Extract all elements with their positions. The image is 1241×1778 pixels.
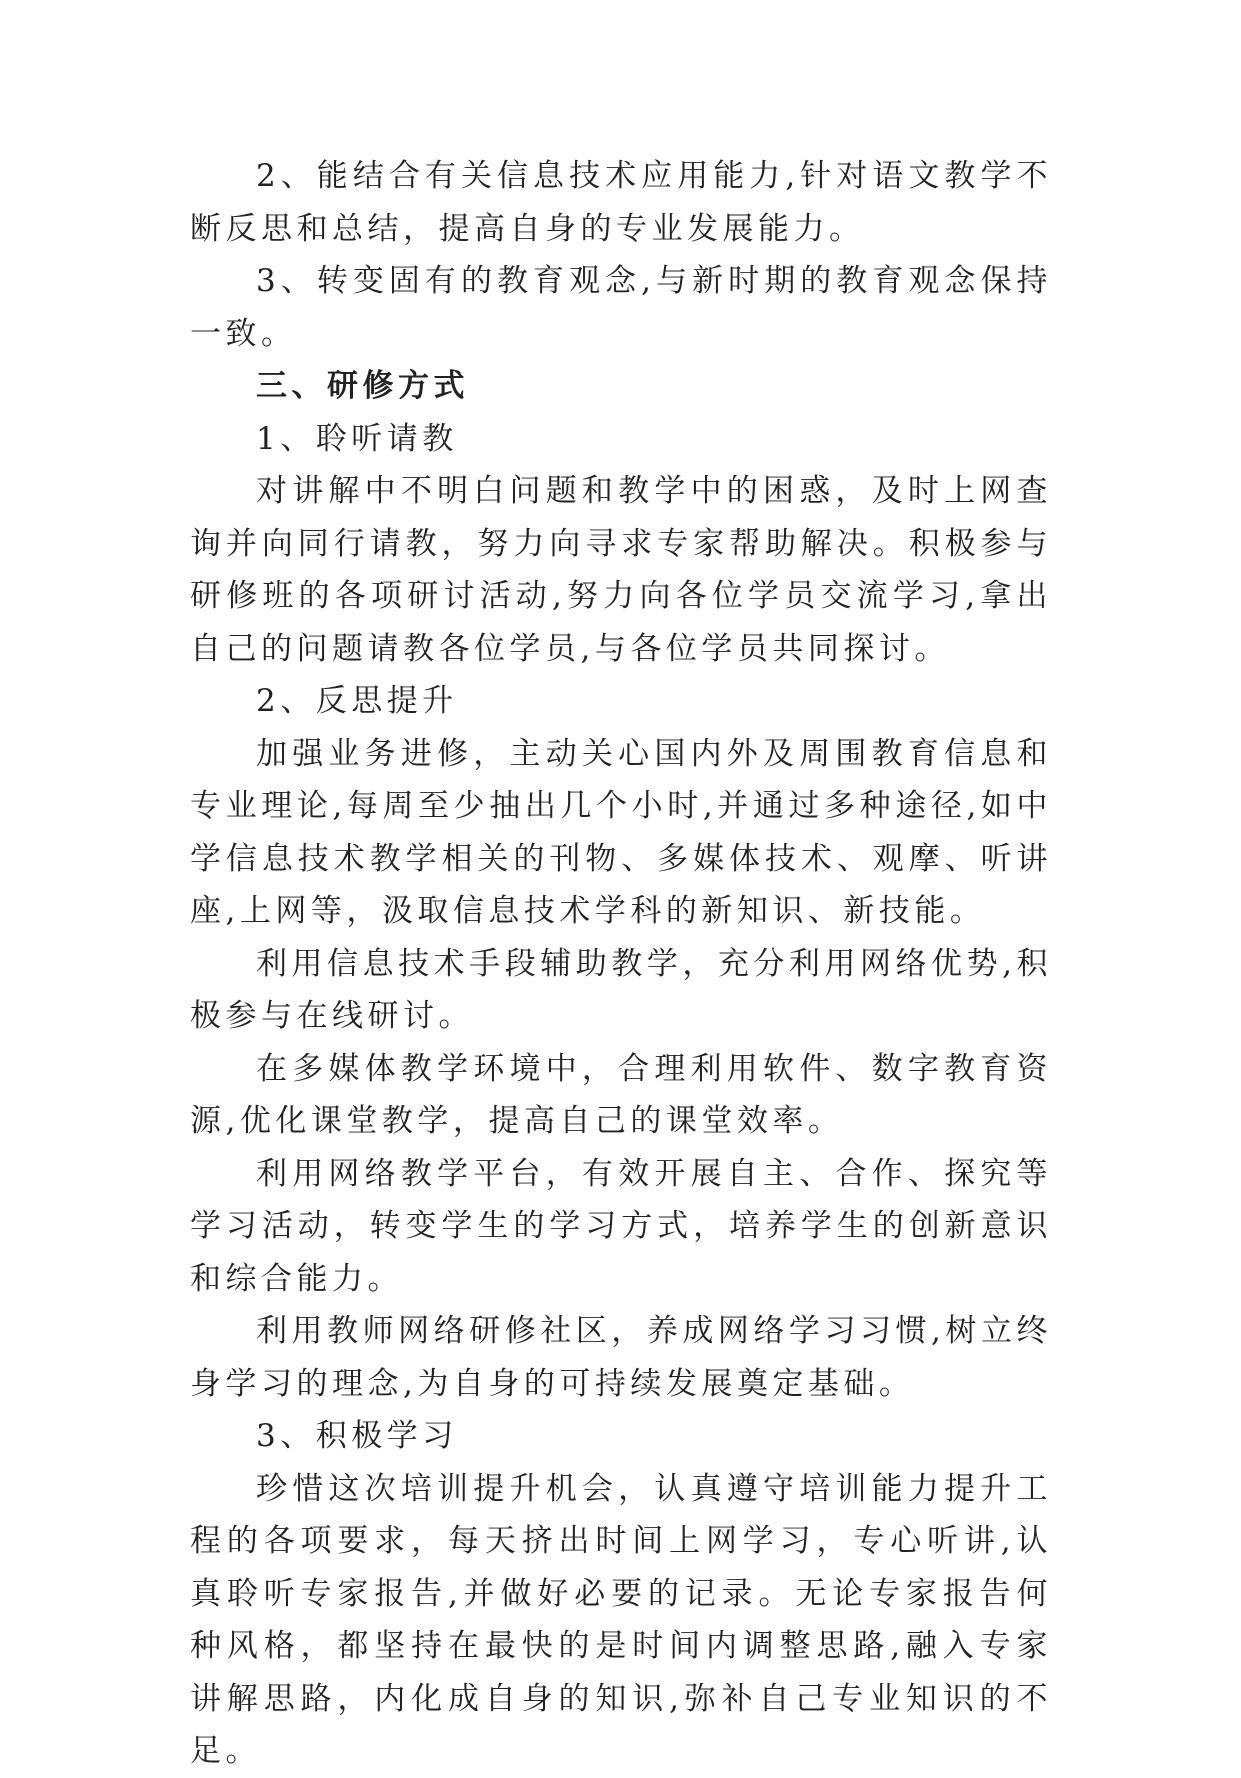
paragraph-listen-and-consult: 对讲解中不明白问题和教学中的困惑，及时上网查询并向同行请教，努力向寻求专家帮助解决。积极参与研修班的各项研讨活动,努力向各位学员交流学习,拿出自己的问题请教各位学员,与各位学员共同探讨。 <box>190 473 1052 667</box>
section-heading-study-methods: 三、研修方式 <box>256 368 469 404</box>
paragraph-professional-study: 加强业务进修，主动关心国内外及周围教育信息和专业理论,每周至少抽出几个小时,并通过多种途径,如中学信息技术教学相关的刊物、多媒体技术、观摩、听讲座,上网等，汲取信息技术学科的新知识、新技能。 <box>190 735 1052 929</box>
subheading-active-learning: 3、积极学习 <box>256 1418 458 1454</box>
paragraph-it-assisted-teaching: 利用信息技术手段辅助教学，充分利用网络优势,积极参与在线研讨。 <box>190 945 1052 1034</box>
paragraph-goal-2: 2、能结合有关信息技术应用能力,针对语文教学不断反思和总结，提高自身的专业发展能力。 <box>190 158 1052 247</box>
paragraph-multimedia-environment: 在多媒体教学环境中，合理利用软件、数字教育资源,优化课堂教学，提高自己的课堂效率。 <box>190 1050 1052 1139</box>
document-page <box>190 150 1052 1778</box>
subheading-reflect-and-improve: 2、反思提升 <box>256 683 458 719</box>
subheading-listen-and-consult: 1、聆听请教 <box>256 420 458 457</box>
paragraph-online-community: 利用教师网络研修社区，养成网络学习习惯,树立终身学习的理念,为自身的可持续发展奠定基础。 <box>190 1313 1052 1402</box>
paragraph-online-platform: 利用网络教学平台，有效开展自主、合作、探究等学习活动，转变学生的学习方式，培养学生的创新意识和综合能力。 <box>190 1155 1052 1297</box>
paragraph-active-learning: 珍惜这次培训提升机会，认真遵守培训能力提升工程的各项要求，每天挤出时间上网学习，专心听讲,认真聆听专家报告,并做好必要的记录。无论专家报告何种风格，都坚持在最快的是时间内调整思路,融入专家讲解思路，内化成自身的知识,弥补自己专业知识的不足。 <box>190 1470 1052 1769</box>
paragraph-goal-3: 3、转变固有的教育观念,与新时期的教育观念保持一致。 <box>190 263 1052 352</box>
